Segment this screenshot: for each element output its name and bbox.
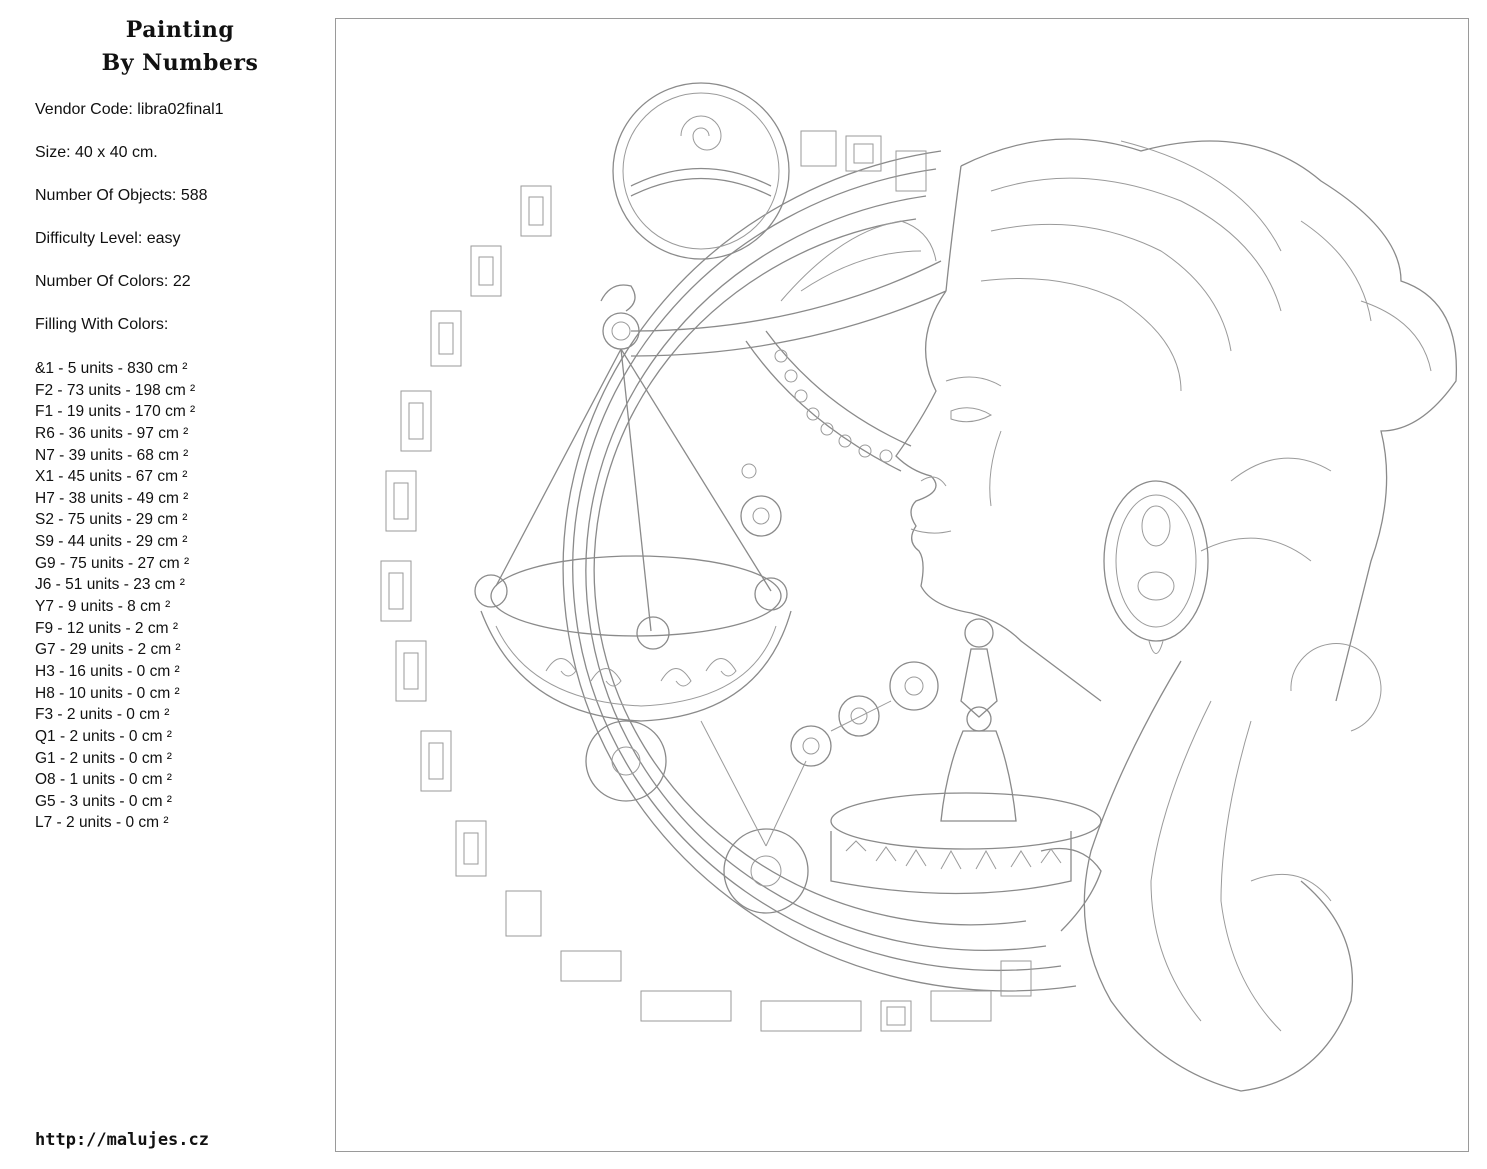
color-item: Y7 - 9 units - 8 cm ² <box>35 598 171 616</box>
color-item: G9 - 75 units - 27 cm ² <box>35 554 190 572</box>
color-item: G1 - 2 units - 0 cm ² <box>35 749 172 767</box>
woman-profile <box>896 291 1101 701</box>
color-item: N7 - 39 units - 68 cm ² <box>35 446 189 464</box>
color-item: G5 - 3 units - 0 cm ² <box>35 792 172 810</box>
color-item: R6 - 36 units - 97 cm ² <box>35 424 189 442</box>
number-of-objects: Number Of Objects: 588 <box>35 187 208 204</box>
libra-line-art <box>336 19 1468 1151</box>
color-item: J6 - 51 units - 23 cm ² <box>35 576 185 594</box>
color-item: F1 - 19 units - 170 cm ² <box>35 403 196 421</box>
coloring-canvas <box>335 18 1469 1152</box>
decorative-ring <box>381 131 1076 1031</box>
website-link[interactable]: http://malujes.cz <box>35 1130 209 1150</box>
color-item: &1 - 5 units - 830 cm ² <box>35 360 188 377</box>
scale-pan <box>475 349 791 721</box>
color-item: Q1 - 2 units - 0 cm ² <box>35 727 172 745</box>
color-item: S9 - 44 units - 29 cm ² <box>35 533 188 551</box>
color-item: F3 - 2 units - 0 cm ² <box>35 706 170 724</box>
earring <box>1104 481 1208 654</box>
color-item: H3 - 16 units - 0 cm ² <box>35 662 180 680</box>
color-list <box>35 358 195 834</box>
color-item: L7 - 2 units - 0 cm ² <box>35 814 169 832</box>
page-title <box>60 14 300 80</box>
starburst-decorations <box>586 464 938 913</box>
title-line-1: Painting <box>125 17 235 43</box>
color-item: S2 - 75 units - 29 cm ² <box>35 511 188 529</box>
collar-band <box>746 331 911 471</box>
color-item: H8 - 10 units - 0 cm ² <box>35 684 180 702</box>
color-item: G7 - 29 units - 2 cm ² <box>35 641 181 659</box>
canvas-size: Size: 40 x 40 cm. <box>35 144 158 161</box>
color-item: O8 - 1 units - 0 cm ² <box>35 771 172 789</box>
flowing-hair <box>781 139 1456 1091</box>
product-meta <box>35 98 224 356</box>
filling-heading: Filling With Colors: <box>35 316 169 333</box>
info-sidebar <box>0 0 330 1169</box>
difficulty-level: Difficulty Level: easy <box>35 230 181 247</box>
number-of-colors: Number Of Colors: 22 <box>35 273 191 290</box>
color-item: X1 - 45 units - 67 cm ² <box>35 468 188 486</box>
title-line-2: By Numbers <box>101 50 259 76</box>
color-item: F9 - 12 units - 2 cm ² <box>35 619 178 637</box>
color-item: H7 - 38 units - 49 cm ² <box>35 489 189 507</box>
vendor-code: Vendor Code: libra02final1 <box>35 101 224 118</box>
color-item: F2 - 73 units - 198 cm ² <box>35 381 196 399</box>
pendant-pedestal <box>831 619 1101 894</box>
